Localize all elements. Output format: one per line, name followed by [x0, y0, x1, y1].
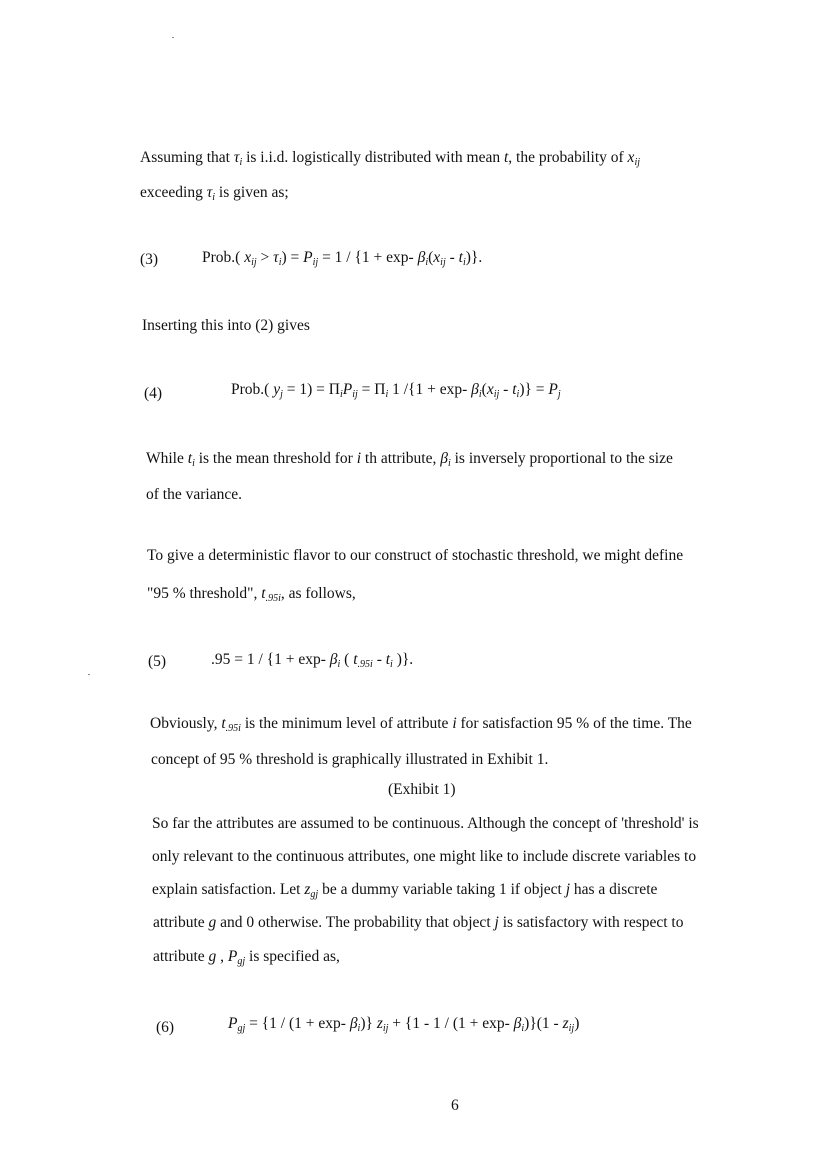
equation-5: .95 = 1 / {1 + exp- $\beta_i$ ( $t_{.95i} - t_i$ )}. — [211, 651, 414, 670]
equation-4-number: (4) — [144, 385, 163, 402]
paragraph-3-line-2: of the variance. — [146, 486, 242, 503]
paragraph-5-line-2: concept of 95 % threshold is graphically illustrated in Exhibit 1. — [151, 751, 549, 768]
equation-6-number: (6) — [156, 1019, 175, 1036]
paragraph-1-line-2: exceeding $\tau_i$ is given as; — [140, 184, 289, 203]
paragraph-6-line-2: only relevant to the continuous attributes, one might like to include discrete variables to — [152, 848, 697, 865]
equation-6: $P_{gj} = \{1 / (1 + \exp-$ $\beta_i$)} $z_{ij} + \{1 - 1 / (1 + \exp-$ $\beta_i)\}(1 - z_{ij})$ — [228, 1015, 580, 1034]
exhibit-reference: (Exhibit 1) — [388, 781, 456, 798]
equation-5-number: (5) — [148, 653, 167, 670]
paragraph-5-line-1: Obviously, $t_{.95i}$ is the minimum level of attribute i for satisfaction 95 % of the time. The — [150, 715, 692, 734]
paragraph-1-line-1: Assuming that $\tau_i$ is i.i.d. logistically distributed with mean t, the probability of $x_{ij}$ — [140, 149, 640, 168]
equation-3: Prob.( $x_{ij} > \tau_i) = P_{ij} = 1 / \{1 + \exp-$ $\beta_i(x_{ij} - t_i)$}. — [202, 249, 483, 268]
paragraph-2: Inserting this into (2) gives — [142, 317, 310, 334]
paragraph-6-line-3: explain satisfaction. Let $z_{gj}$ be a dummy variable taking 1 if object j has a discrete — [152, 881, 658, 900]
equation-3-number: (3) — [140, 251, 159, 268]
paragraph-6-line-1: So far the attributes are assumed to be continuous. Although the concept of 'threshold' is — [152, 815, 699, 832]
equation-4: Prob.( $y_j = 1) = \Pi_iP_{ij} = \Pi_i$ 1 /{1 + exp- $\beta_i(x_{ij} - t_i)\} = P_j$ — [231, 381, 561, 400]
paragraph-4-line-2: "95 % threshold", $t_{.95i}$, as follows, — [147, 585, 356, 604]
paragraph-6-line-4: attribute g and 0 otherwise. The probability that object j is satisfactory with respect to — [153, 914, 684, 931]
paragraph-6-line-5: attribute g , $P_{gj}$ is specified as, — [153, 948, 340, 967]
scan-speck — [88, 674, 90, 675]
paragraph-3-line-1: While $t_i$ is the mean threshold for i th attribute, $\beta_i$ is inversely proportional to the size — [146, 450, 673, 469]
paragraph-4-line-1: To give a deterministic flavor to our construct of stochastic threshold, we might define — [147, 547, 684, 564]
scan-speck — [172, 37, 174, 38]
page-number: 6 — [451, 1097, 459, 1114]
